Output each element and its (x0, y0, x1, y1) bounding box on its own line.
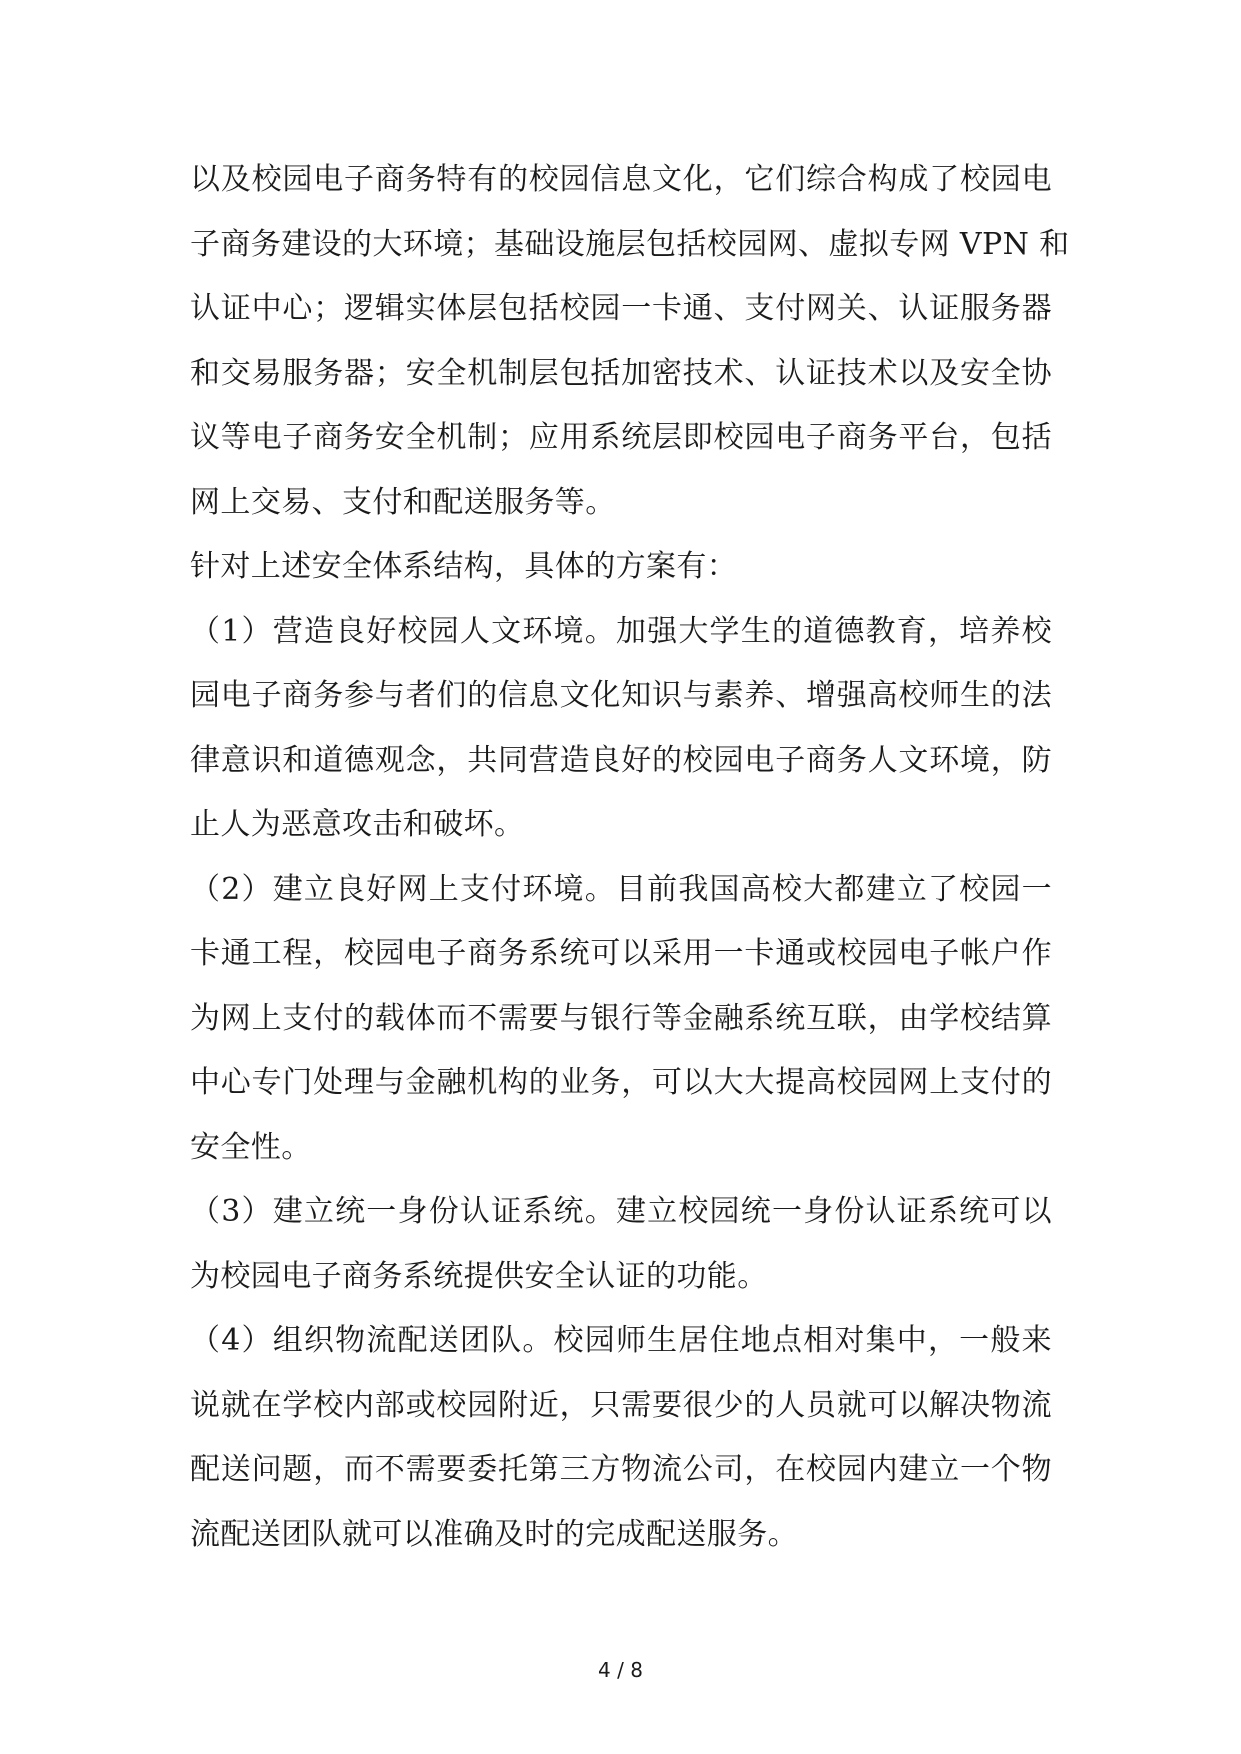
text-line: 子商务建设的大环境；基础设施层包括校园网、虚拟专网 VPN 和 (190, 226, 1070, 262)
text-line: 为校园电子商务系统提供安全认证的功能。 (190, 1258, 768, 1294)
text-line: 流配送团队就可以准确及时的完成配送服务。 (190, 1516, 798, 1552)
text-line: 卡通工程，校园电子商务系统可以采用一卡通或校园电子帐户作 (190, 936, 1052, 971)
text-line: 说就在学校内部或校园附近，只需要很少的人员就可以解决物流 (190, 1387, 1052, 1423)
text-line: 配送问题，而不需要委托第三方物流公司，在校园内建立一个物 (190, 1452, 1052, 1487)
text-line: 园电子商务参与者们的信息文化知识与素养、增强高校师生的法 (190, 678, 1052, 713)
text-line: 议等电子商务安全机制；应用系统层即校园电子商务平台，包括 (190, 420, 1052, 455)
text-line: 和交易服务器；安全机制层包括加密技术、认证技术以及安全协 (190, 355, 1052, 391)
text-line: 安全性。 (190, 1129, 312, 1165)
text-line: （2）建立良好网上支付环境。目前我国高校大都建立了校园一 (190, 871, 1052, 907)
body-text (190, 148, 1070, 1567)
page-number: 4 / 8 (598, 1658, 643, 1682)
text-line: （4）组织物流配送团队。校园师生居住地点相对集中，一般来 (190, 1323, 1052, 1358)
text-line: 止人为恶意攻击和破坏。 (190, 807, 525, 842)
text-line: 认证中心；逻辑实体层包括校园一卡通、支付网关、认证服务器 (190, 291, 1052, 326)
text-line: 为网上支付的载体而不需要与银行等金融系统互联，由学校结算 (190, 1000, 1052, 1036)
text-line: 律意识和道德观念，共同营造良好的校园电子商务人文环境，防 (190, 742, 1052, 778)
text-line: （1）营造良好校园人文环境。加强大学生的道德教育，培养校 (190, 613, 1052, 649)
text-line: 以及校园电子商务特有的校园信息文化，它们综合构成了校园电 (190, 162, 1052, 197)
text-line: 针对上述安全体系结构，具体的方案有： (190, 549, 738, 584)
text-line: （3）建立统一身份认证系统。建立校园统一身份认证系统可以 (190, 1194, 1052, 1229)
text-line: 中心专门处理与金融机构的业务，可以大大提高校园网上支付的 (190, 1065, 1052, 1100)
text-line: 网上交易、支付和配送服务等。 (190, 484, 616, 520)
